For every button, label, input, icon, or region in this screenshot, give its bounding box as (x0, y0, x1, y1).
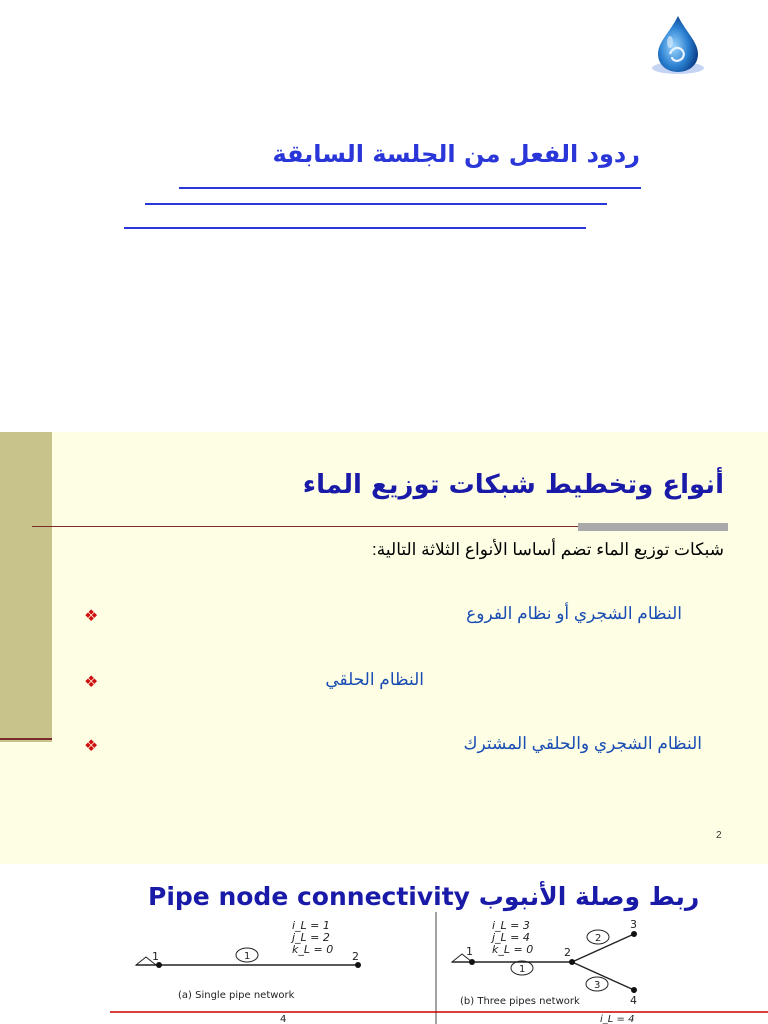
slide-feedback (0, 0, 768, 432)
bullet-diamond-icon: ❖ (84, 736, 99, 755)
pipe-number: 1 (519, 964, 526, 975)
a-kl-label: k_L = 0 (292, 943, 334, 956)
b-kl-label: k_L = 0 (492, 943, 534, 956)
bullet-item-combined: النظام الشجري والحلقي المشترك (463, 734, 702, 753)
node-label: 2 (352, 950, 359, 963)
node-dot (631, 931, 637, 937)
bullet-item-looped: النظام الحلقي (325, 670, 424, 689)
three-pipes-network (452, 918, 637, 1024)
slide-network-types (0, 432, 768, 864)
feedback-title: ردود الفعل من الجلسة السابقة (272, 140, 640, 168)
answer-line-2 (145, 203, 607, 205)
pipe-number: 3 (594, 980, 601, 991)
title-rule-accent (578, 523, 728, 531)
node-dot (569, 959, 575, 965)
node-dot (631, 987, 637, 993)
sidebar-edge-line (0, 738, 52, 740)
water-drop-logo-icon (648, 14, 708, 76)
page-number: 2 (716, 830, 722, 841)
pipe-network-diagram (0, 912, 768, 1024)
bottom-label-b: i_L = 4 (600, 1014, 635, 1024)
connectivity-title (148, 882, 699, 911)
answer-line-1 (179, 187, 641, 189)
pipe-line (572, 962, 634, 990)
a-jl-label: j_L = 2 (292, 931, 330, 944)
bullet-diamond-icon: ❖ (84, 606, 99, 625)
pipe-number: 2 (595, 933, 602, 944)
bottom-label-a: 4 (280, 1014, 287, 1024)
title-english: Pipe node connectivity (148, 882, 470, 911)
bullet-diamond-icon: ❖ (84, 672, 99, 691)
b-il-label: i_L = 3 (492, 919, 530, 932)
node-label: 4 (630, 994, 637, 1007)
node-label: 1 (466, 945, 473, 958)
single-pipe-network (136, 919, 361, 1024)
slide-pipe-connectivity (0, 868, 768, 1024)
bullet-item-branched: النظام الشجري أو نظام الفروع (466, 604, 682, 623)
node-label: 2 (564, 946, 571, 959)
caption-a: (a) Single pipe network (178, 990, 295, 1001)
answer-line-3 (124, 227, 586, 229)
pipe-number: 1 (244, 951, 251, 962)
intro-text: شبكات توزيع الماء تضم أساسا الأنواع الثلاثة التالية: (372, 540, 724, 559)
pipe-line (572, 934, 634, 962)
caption-b: (b) Three pipes network (460, 996, 580, 1007)
title-arabic: ربط وصلة الأنبوب (478, 882, 700, 911)
network-types-title: أنواع وتخطيط شبكات توزيع الماء (302, 470, 724, 500)
left-sidebar-decoration (0, 432, 52, 742)
node-dot (469, 959, 475, 965)
b-jl-label: j_L = 4 (492, 931, 530, 944)
a-il-label: i_L = 1 (292, 919, 330, 932)
node-label: 3 (630, 918, 637, 931)
title-rule (32, 526, 578, 527)
node-label: 1 (152, 950, 159, 963)
